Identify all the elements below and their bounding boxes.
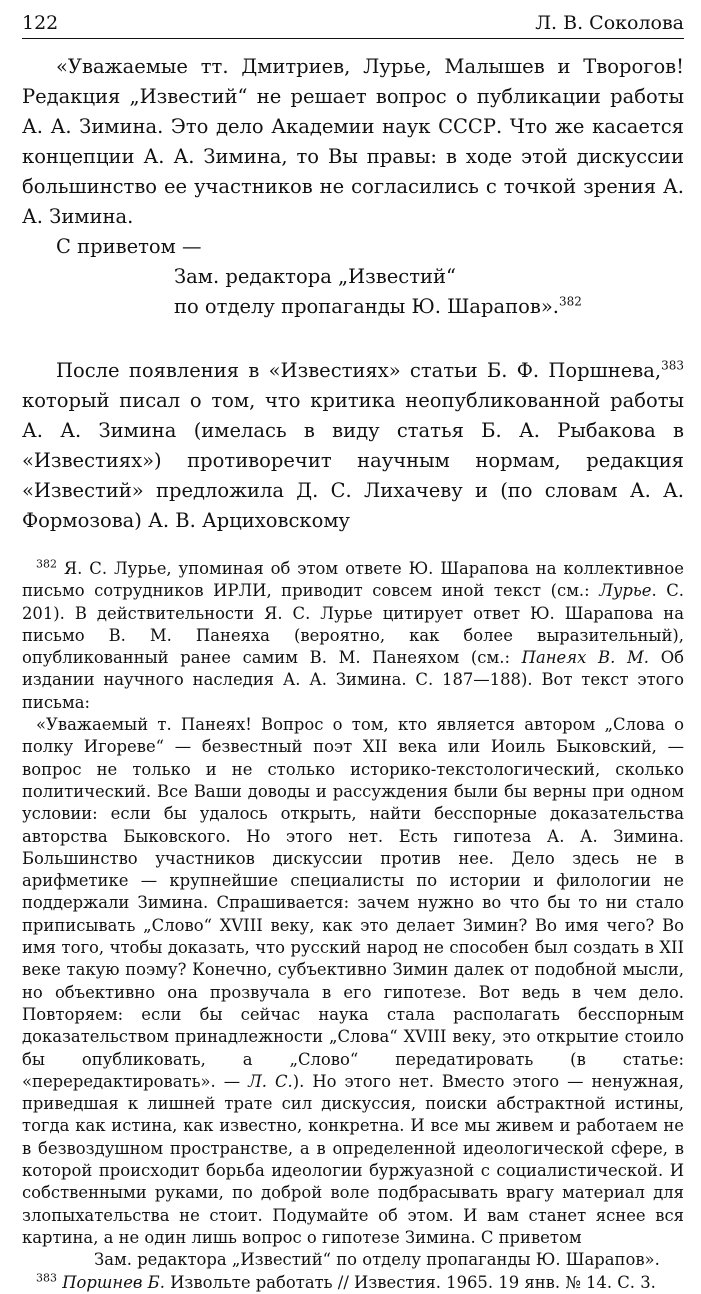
footnote-mark-382: 382: [36, 557, 57, 571]
footnote-mark-383: 383: [36, 1271, 57, 1285]
quote-text: «Уважаемый т. Панеях! Вопрос о том, кто является автором „Слова о полку Игореве“ — безвестный поэт XII века или Иоиль Быковский, — вопрос не только и не столько историко-текстологический, сколько политический. Все Ваши доводы и рассуждения были бы верны при одном условии: если бы удалось открыть, найти бесспорные доказательства авторства Быковского. Но этого нет. Есть гипотеза А. А. Зимина. Большинство участников дискуссии против нее. Дело здесь не в арифметике — крупнейшие специалисты по истории и филологии не поддержали Зимина. Спрашивается: зачем нужно во что бы то ни стало приписывать „Слово“ XVIII веку, как это делает Зимин? Во имя чего? Во имя того, чтобы доказать, что русский народ не способен был создать в XII веке такую поэму? Конечно, субъективно Зимин далек от подобной мысли, но объективно она прозвучала в его гипотезе. Вот ведь в чем дело. Повторяем: если бы сейчас наука стала располагать бесспорным доказательством принадлежности „Слова“ XVIII веку, это открытие стоило бы опубликовать, а „Слово“ передатировать (в статье: «перередактировать». —: [22, 715, 684, 1091]
footnote-text: Об издании научного наследия А. А. Зимина. С. 187—188). Вот текст этого письма:: [22, 648, 685, 712]
page-number: 122: [22, 12, 59, 34]
footnote-text: Извольте работать // Известия. 1965. 19 янв. № 14. С. 3.: [164, 1272, 656, 1292]
main-text: [22, 52, 684, 536]
footnote-ref-383: 383: [661, 358, 684, 373]
footnote-italic: Лурье: [599, 581, 652, 601]
footnote-382: [22, 558, 684, 714]
footnotes: [22, 558, 684, 1294]
quote-text: ). Но этого нет. Вместо этого — ненужная, приведшая к лишней трате сил дискуссия, поиски абстрактной истины, тогда как истина, как известно, конкретна. И все мы живем и работаем не в безвоздушном пространстве, а в определенной идеологической сфере, в которой происходит борьба идеологии буржуазной с социалистической. И собственными руками, по доброй воле подбрасывать врагу материал для злопыхательства не стоит. Подумайте об этом. И вам станет яснее вся картина, а не один лишь вопрос о гипотезе Зимина. С приветом: [22, 1071, 684, 1247]
footnote-382-signature: Зам. редактора „Известий“ по отделу пропаганды Ю. Шарапов».: [94, 1250, 660, 1270]
book-page: [22, 12, 684, 1294]
running-header: [22, 12, 684, 39]
footnote-italic: Панеях В. М.: [521, 648, 649, 668]
signature-text: по отделу пропаганды Ю. Шарапов».: [174, 295, 559, 318]
running-author: Л. В. Соколова: [535, 12, 684, 34]
footnote-text: Я. С. Лурье, упоминая об этом ответе Ю. Шарапова на коллективное письмо сотрудников ИРЛИ, приводит совсем иной текст (см.:: [22, 559, 684, 601]
footnote-383: [22, 1272, 684, 1294]
paragraph-text-part1: После появления в «Известиях» статьи Б. Ф. Поршнева,: [56, 359, 662, 382]
letter-greeting: С приветом —: [56, 235, 202, 258]
letter-signature-line2: [22, 292, 684, 322]
footnote-text: . С. 201). В действительности Я. С. Лурье цитирует ответ Ю. Шарапова на письмо В. М. Панеяха (вероятно, как более выразительный), опубликованный ранее самим В. М. Панеяхом (см.:: [22, 581, 685, 668]
footnote-italic: Поршнев Б.: [62, 1272, 165, 1292]
letter-signature-line1: Зам. редактора „Известий“: [174, 265, 456, 288]
letter-text: «Уважаемые тт. Дмитриев, Лурье, Малышев и Творогов! Редакция „Известий“ не решает вопрос о публикации работы А. А. Зимина. Это дело Академии наук СССР. Что же касается концепции А. А. Зимина, то Вы правы: в ходе этой дискуссии большинство ее участников не согласились с точкой зрения А. А. Зимина.: [22, 55, 684, 228]
paragraph-text-part2: который писал о том, что критика неопубликованной работы А. А. Зимина (имелась в виду статья Б. А. Рыбакова в «Известиях») противоречит научным нормам, редакция «Известий» предложила Д. С. Лихачеву и (по словам А. А. Формозова) А. В. Арциховскому: [22, 389, 684, 532]
quote-italic: Л. С.: [248, 1071, 293, 1091]
footnote-ref-382: 382: [558, 294, 582, 309]
footnote-382-quote: [22, 714, 684, 1249]
body-paragraph: [22, 356, 684, 536]
